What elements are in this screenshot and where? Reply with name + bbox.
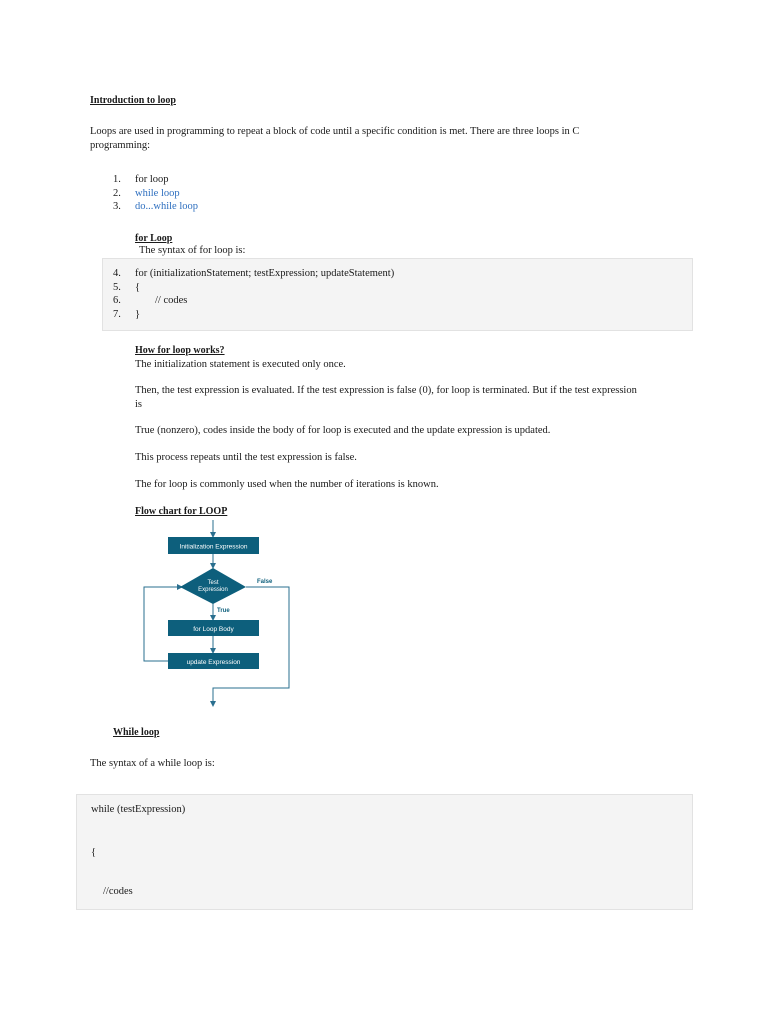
how-works-p2-line2: is xyxy=(135,399,143,410)
arrow-false-exit xyxy=(213,587,289,704)
how-works-p3: True (nonzero), codes inside the body of for loop is executed and the update expression is updated. xyxy=(135,425,551,436)
loop-body-label: for Loop Body xyxy=(193,626,234,633)
true-label: True xyxy=(217,608,230,614)
intro-paragraph xyxy=(90,125,690,153)
code-line-number: 6. xyxy=(113,295,121,306)
list-number: 2. xyxy=(113,187,121,199)
loop-types-list xyxy=(113,173,198,214)
loop-flowchart xyxy=(136,518,296,708)
init-expression-label: Initialization Expression xyxy=(179,543,248,551)
test-label-line1: Test xyxy=(207,580,219,586)
code-line: { xyxy=(91,847,97,858)
intro-heading: Introduction to loop xyxy=(90,95,176,106)
for-loop-code-block xyxy=(102,258,693,331)
list-item-for-loop: for loop xyxy=(135,174,169,185)
false-label: False xyxy=(257,579,273,585)
code-line-text: // codes xyxy=(155,295,188,306)
code-line xyxy=(113,282,140,293)
for-loop-heading: for Loop xyxy=(135,233,173,244)
intro-paragraph-line1: Loops are used in programming to repeat a block of code until a specific condition is met. There are three loops in C xyxy=(90,126,580,137)
intro-paragraph-line2: programming: xyxy=(90,140,151,151)
code-line: //codes xyxy=(103,886,133,897)
list-number: 3. xyxy=(113,201,121,212)
code-line-number: 5. xyxy=(113,282,121,293)
while-loop-link[interactable]: while loop xyxy=(135,187,180,199)
code-line xyxy=(113,295,187,306)
test-label-line2: Expression xyxy=(198,587,228,593)
code-line: while (testExpression) xyxy=(91,804,186,815)
code-line-text: for (initializationStatement; testExpression; updateStatement) xyxy=(135,268,395,279)
code-line-text: { xyxy=(135,282,141,293)
while-loop-heading: While loop xyxy=(113,727,160,738)
code-line-number: 7. xyxy=(113,309,121,320)
while-loop-code-block xyxy=(76,794,693,910)
code-line-number: 4. xyxy=(113,268,121,279)
flowchart-heading: Flow chart for LOOP xyxy=(135,506,228,517)
how-works-p1: The initialization statement is executed only once. xyxy=(135,359,346,370)
list-item xyxy=(113,187,198,201)
list-item xyxy=(113,173,198,187)
for-loop-syntax-intro: The syntax of for loop is: xyxy=(139,245,246,256)
test-expression-diamond xyxy=(180,568,246,604)
how-works-p5: The for loop is commonly used when the number of iterations is known. xyxy=(135,479,439,490)
list-number: 1. xyxy=(113,174,121,185)
how-works-p2 xyxy=(135,384,695,412)
how-works-p2-line1: Then, the test expression is evaluated. If the test expression is false (0), for loop is terminated. But if the test expression xyxy=(135,385,637,396)
update-expression-label: update Expression xyxy=(186,659,241,666)
how-works-p4: This process repeats until the test expression is false. xyxy=(135,452,357,463)
how-works-heading: How for loop works? xyxy=(135,345,225,356)
code-line xyxy=(113,309,140,320)
while-loop-syntax-intro: The syntax of a while loop is: xyxy=(90,758,215,769)
code-line-text: } xyxy=(135,309,141,320)
do-while-loop-link[interactable]: do...while loop xyxy=(135,201,198,212)
list-item xyxy=(113,200,198,214)
code-line xyxy=(113,268,394,279)
